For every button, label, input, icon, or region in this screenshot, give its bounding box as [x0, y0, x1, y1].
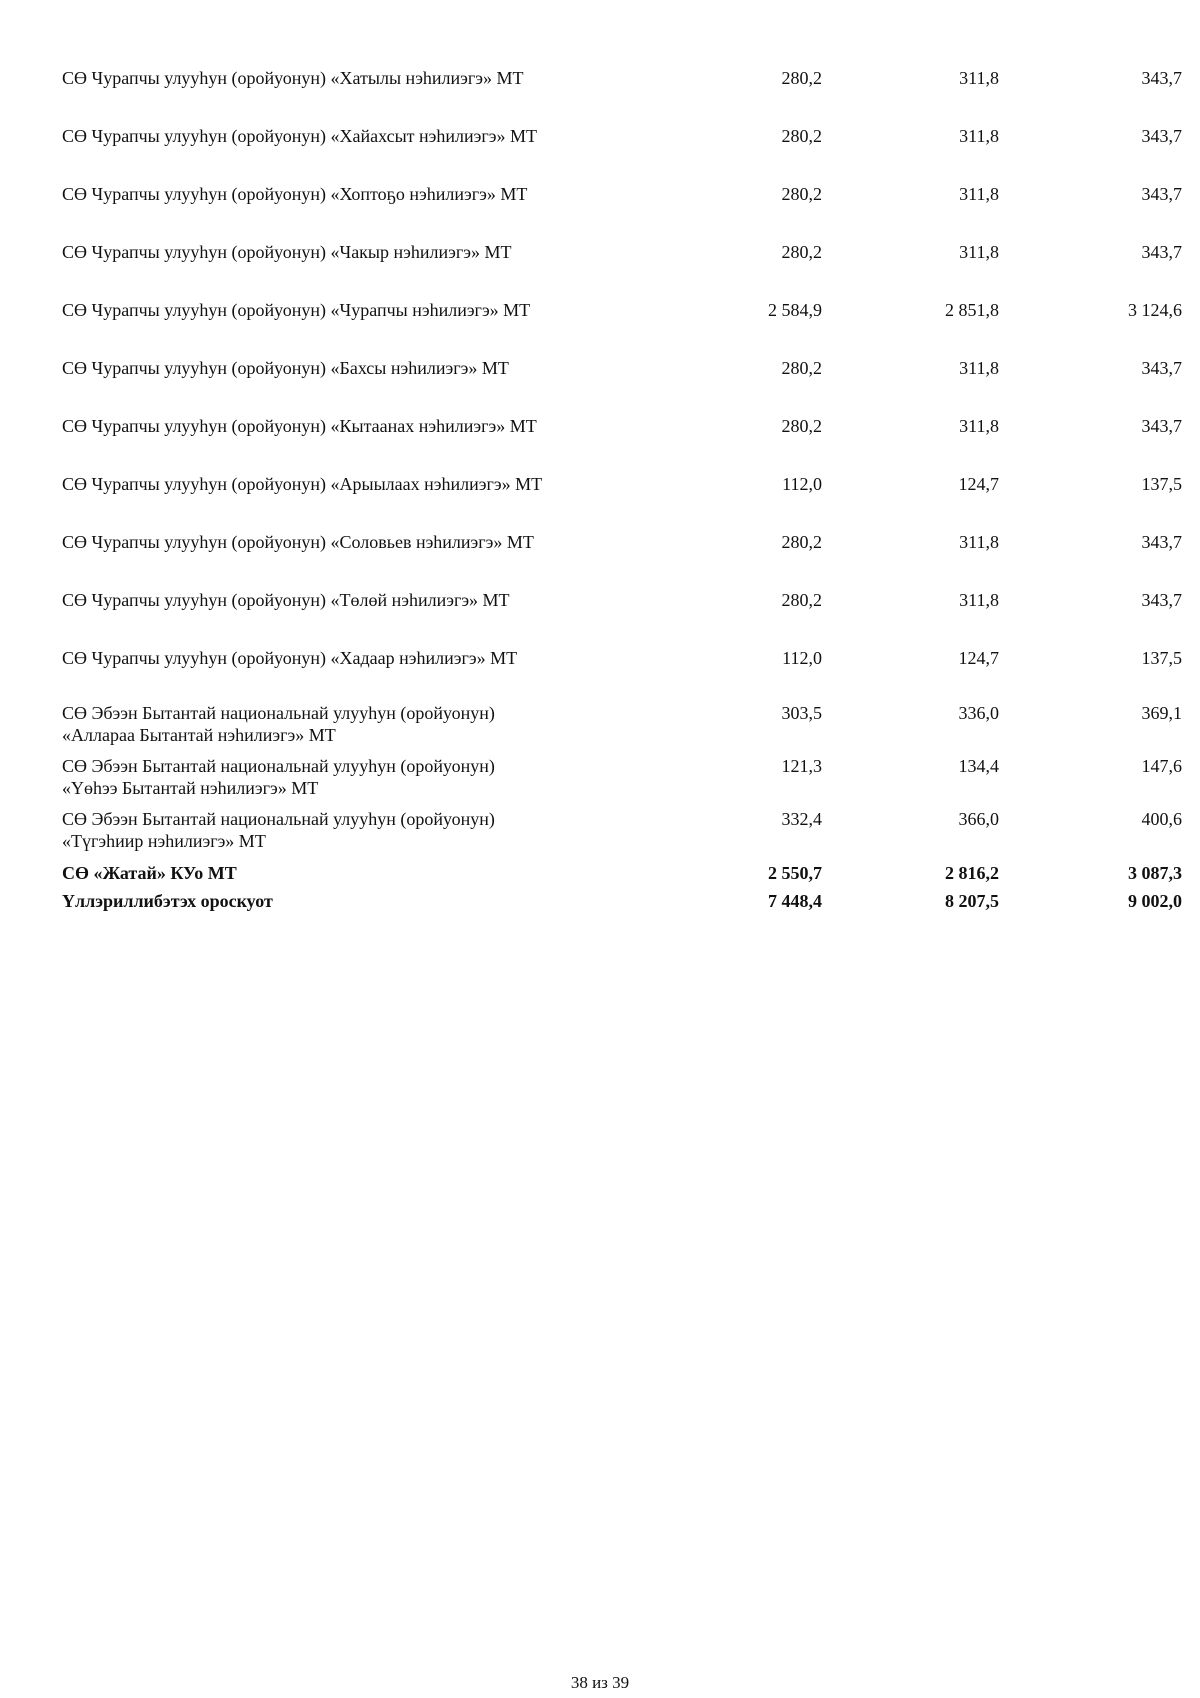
row-value-3: 3 124,6	[1128, 300, 1182, 320]
total-row-name: Үллэриллибэтэх ороскуот	[62, 891, 273, 911]
row-name-line-1: СӨ Эбээн Бытантай национальнай улууһун (оройуонун)	[62, 809, 495, 829]
row-value-2: 311,8	[959, 358, 999, 378]
row-name: СӨ Чурапчы улууһун (оройуонун) «Бахсы нэһилиэгэ» МТ	[62, 358, 509, 378]
row-value-2: 336,0	[958, 703, 999, 723]
table-row	[62, 178, 1182, 236]
table-row	[62, 120, 1182, 178]
row-value-2: 134,4	[958, 756, 999, 776]
total-row	[62, 859, 1182, 890]
row-value-2: 311,8	[959, 126, 999, 146]
row-name-line-1: СӨ Эбээн Бытантай национальнай улууһун (оройуонун)	[62, 703, 495, 723]
total-value-3: 3 087,3	[1128, 863, 1182, 883]
table-row	[62, 294, 1182, 352]
row-value-3: 343,7	[1141, 126, 1182, 146]
total-value-1: 7 448,4	[768, 891, 822, 911]
total-row	[62, 890, 1182, 918]
row-value-3: 343,7	[1141, 358, 1182, 378]
row-value-3: 343,7	[1141, 532, 1182, 552]
total-row-name: СӨ «Жатай» КУо МТ	[62, 863, 237, 883]
row-value-3: 137,5	[1141, 648, 1182, 668]
table-row	[62, 700, 1182, 753]
row-name: СӨ Чурапчы улууһун (оройуонун) «Чакыр нэһилиэгэ» МТ	[62, 242, 512, 262]
row-value-1: 2 584,9	[768, 300, 822, 320]
row-name-line-1: СӨ Эбээн Бытантай национальнай улууһун (оройуонун)	[62, 756, 495, 776]
row-value-1: 280,2	[781, 184, 822, 204]
table-row	[62, 468, 1182, 526]
page-number: 38 из 39	[570, 1673, 630, 1692]
row-value-1: 280,2	[781, 590, 822, 610]
table-row	[62, 642, 1182, 700]
row-name: СӨ Чурапчы улууһун (оройуонун) «Чурапчы нэһилиэгэ» МТ	[62, 300, 531, 320]
row-value-2: 311,8	[959, 242, 999, 262]
row-value-3: 147,6	[1141, 756, 1182, 776]
row-value-1: 280,2	[781, 242, 822, 262]
table-row	[62, 62, 1182, 120]
row-name: СӨ Чурапчы улууһун (оройуонун) «Хатылы нэһилиэгэ» МТ	[62, 68, 524, 88]
row-name-line-2: «Үөһээ Бытантай нэһилиэгэ» МТ	[62, 778, 319, 798]
row-value-3: 343,7	[1141, 242, 1182, 262]
row-name: СӨ Чурапчы улууһун (оройуонун) «Кытаанах нэһилиэгэ» МТ	[62, 416, 537, 436]
row-value-1: 112,0	[782, 648, 822, 668]
row-value-3: 369,1	[1141, 703, 1182, 723]
row-name-line-2: «Аллараа Бытантай нэһилиэгэ» МТ	[62, 725, 336, 745]
row-name: СӨ Чурапчы улууһун (оройуонун) «Хоптоҕо нэһилиэгэ» МТ	[62, 184, 528, 204]
row-value-1: 332,4	[781, 809, 822, 829]
total-value-2: 8 207,5	[945, 891, 999, 911]
row-value-1: 303,5	[781, 703, 822, 723]
budget-table	[62, 62, 1182, 918]
total-value-3: 9 002,0	[1128, 891, 1182, 911]
row-name	[62, 700, 682, 753]
total-value-2: 2 816,2	[945, 863, 999, 883]
row-name: СӨ Чурапчы улууһун (оройуонун) «Хадаар нэһилиэгэ» МТ	[62, 648, 518, 668]
row-value-2: 124,7	[958, 474, 999, 494]
row-value-1: 280,2	[781, 532, 822, 552]
row-name	[62, 753, 682, 806]
row-value-3: 400,6	[1141, 809, 1182, 829]
row-value-2: 2 851,8	[945, 300, 999, 320]
table-row	[62, 753, 1182, 806]
row-value-3: 343,7	[1141, 590, 1182, 610]
row-value-3: 343,7	[1141, 68, 1182, 88]
table-row	[62, 806, 1182, 859]
row-value-2: 311,8	[959, 68, 999, 88]
row-value-1: 280,2	[781, 416, 822, 436]
row-value-1: 121,3	[781, 756, 822, 776]
row-value-3: 137,5	[1141, 474, 1182, 494]
table-row	[62, 352, 1182, 410]
row-value-2: 311,8	[959, 532, 999, 552]
row-name-line-2: «Түгэһиир нэһилиэгэ» МТ	[62, 831, 266, 851]
row-value-1: 280,2	[781, 126, 822, 146]
row-value-2: 366,0	[958, 809, 999, 829]
row-value-3: 343,7	[1141, 416, 1182, 436]
row-name: СӨ Чурапчы улууһун (оройуонун) «Хайахсыт нэһилиэгэ» МТ	[62, 126, 537, 146]
row-value-2: 311,8	[959, 184, 999, 204]
row-name: СӨ Чурапчы улууһун (оройуонун) «Төлөй нэһилиэгэ» МТ	[62, 590, 510, 610]
row-value-1: 280,2	[781, 358, 822, 378]
table-row	[62, 410, 1182, 468]
row-name	[62, 806, 682, 859]
row-name: СӨ Чурапчы улууһун (оройуонун) «Арыылаах нэһилиэгэ» МТ	[62, 474, 543, 494]
row-value-1: 112,0	[782, 474, 822, 494]
table-row	[62, 236, 1182, 294]
row-value-2: 311,8	[959, 590, 999, 610]
row-value-2: 311,8	[959, 416, 999, 436]
row-value-1: 280,2	[781, 68, 822, 88]
table-row	[62, 584, 1182, 642]
total-value-1: 2 550,7	[768, 863, 822, 883]
table-row	[62, 526, 1182, 584]
row-value-3: 343,7	[1141, 184, 1182, 204]
row-name: СӨ Чурапчы улууһун (оройуонун) «Соловьев нэһилиэгэ» МТ	[62, 532, 534, 552]
row-value-2: 124,7	[958, 648, 999, 668]
